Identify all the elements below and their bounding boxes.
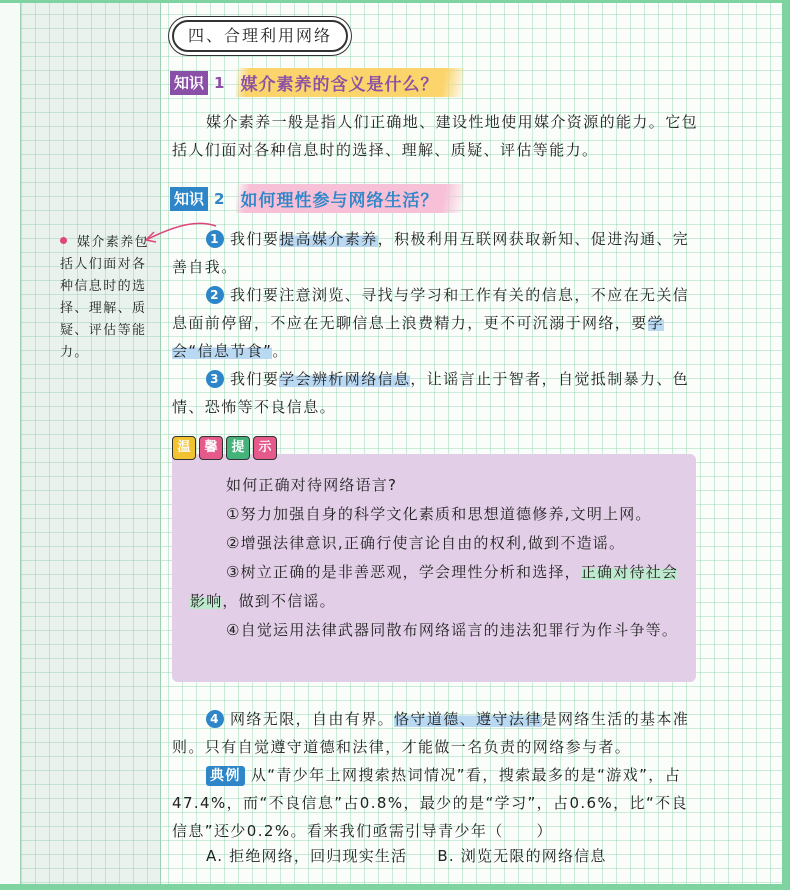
knowledge-2-heading	[170, 184, 464, 213]
example-badge: 典例	[206, 766, 245, 786]
knowledge-title: 媒介素养的含义是什么？	[236, 68, 464, 97]
tip-text: ，做到不信谣。	[222, 592, 336, 610]
knowledge-1-text: 媒介素养一般是指人们正确地、建设性地使用媒介资源的能力。它包括人们面对各种信息时的选择、理解、质疑、评估等能力。	[172, 113, 699, 159]
point-text: ，让谣言止于智者，自觉抵制暴力、色情、恐怖等不良信息。	[172, 370, 690, 416]
number-badge: 4	[206, 710, 224, 728]
frame-right	[782, 0, 790, 890]
point-4	[172, 705, 702, 761]
arrow-icon	[138, 218, 218, 248]
highlight: 提高媒介素养	[279, 230, 378, 248]
highlight: 学会“信息节食”	[172, 314, 665, 360]
tip-item-3	[190, 558, 684, 616]
number-badge: 1	[206, 230, 224, 248]
knowledge-number: 2	[214, 189, 225, 208]
tip-char: 提	[226, 436, 250, 460]
example-question	[172, 761, 702, 845]
options-row	[206, 843, 607, 869]
number-badge: 3	[206, 370, 224, 388]
highlight: 学会辨析网络信息	[279, 370, 411, 388]
point-text: 我们要注意浏览、寻找与学习和工作有关的信息，不应在无关信息面前停留，不应在无聊信息上浪费精力，更不可沉溺于网络，要	[172, 286, 690, 332]
point-text: 我们要	[230, 230, 280, 248]
margin-column	[20, 0, 161, 884]
tip-heading	[172, 436, 280, 460]
left-strip	[0, 0, 20, 884]
point-text: ，积极利用互联网获取新知、促进沟通、完善自我。	[172, 230, 690, 276]
side-note-text: 媒介素养包括人们面对各种信息时的选择、理解、质疑、评估等能力。	[60, 235, 150, 360]
tip-item-4: ④自觉运用法律武器同散布网络谣言的违法犯罪行为作斗争等。	[226, 621, 679, 639]
tip-char: 温	[172, 436, 196, 460]
point-2	[172, 281, 702, 365]
knowledge-badge: 知识	[170, 71, 208, 95]
tip-char: 示	[253, 436, 277, 460]
tip-item-1: ①努力加强自身的科学文化素质和思想道德修养,文明上网。	[226, 505, 652, 523]
highlight: 恪守道德、遵守法律	[394, 710, 542, 728]
tip-char: 馨	[199, 436, 223, 460]
highlight: 待社会影响	[190, 563, 679, 610]
tip-item-2: ②增强法律意识,正确行使言论自由的权利,做到不造谣。	[226, 534, 626, 552]
knowledge-number: 1	[214, 73, 225, 92]
frame-top	[0, 0, 790, 3]
point-text: 网络无限，自由有界。	[230, 710, 395, 728]
example-text: 从“青少年上网搜索热词情况”看，搜索最多的是“游戏”，占47.4%，而“不良信息”占0.8%，最少的是“学习”，占0.6%，比“不良信息”还少0.2%。看来我们亟需引导青少年（ ）	[172, 766, 688, 840]
number-badge: 2	[206, 286, 224, 304]
bullet-dot-icon	[60, 237, 67, 244]
tip-text: ③树立正确的是非善恶观，学会理性分析和选择，	[226, 563, 581, 581]
point-text: 是网络生活的基本准则。只有自觉遵守道德和法律，才能做一名负责的网络参与者。	[172, 710, 690, 756]
option-b: B. 浏览无限的网络信息	[437, 847, 607, 865]
tip-question: 如何正确对待网络语言?	[226, 476, 398, 494]
point-3	[172, 365, 702, 421]
highlight: 正确对	[580, 563, 630, 581]
point-text: 。	[272, 342, 289, 360]
option-a: A. 拒绝网络，回归现实生活	[206, 847, 408, 865]
point-1	[172, 225, 702, 281]
knowledge-title: 如何理性参与网络生活？	[236, 184, 464, 213]
frame-bottom	[0, 884, 790, 890]
section-title: 四、合理利用网络	[172, 20, 348, 52]
knowledge-1-heading	[170, 68, 464, 97]
knowledge-badge: 知识	[170, 187, 208, 211]
side-note	[60, 232, 150, 364]
point-text: 我们要	[230, 370, 280, 388]
